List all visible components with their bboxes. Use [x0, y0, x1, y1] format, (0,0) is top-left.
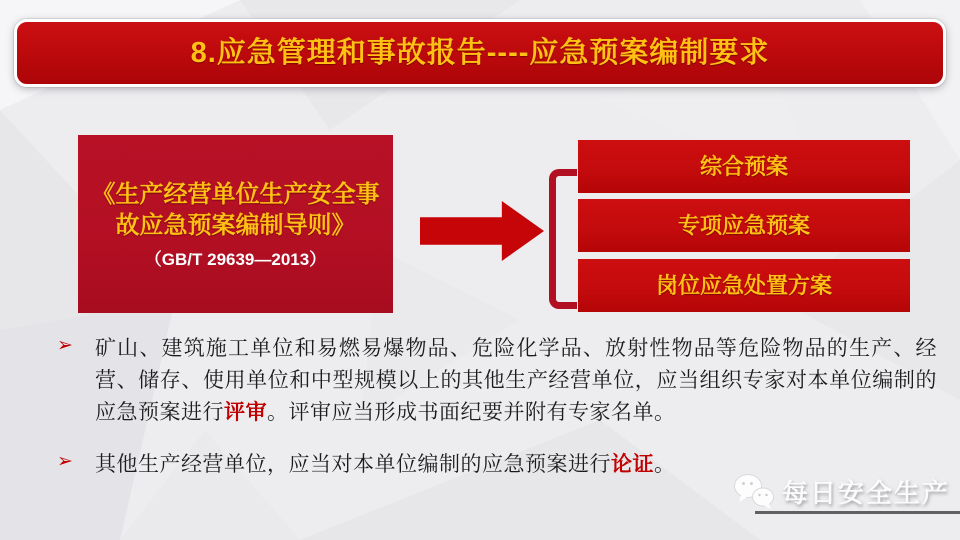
bullet-arrow-icon: ➢	[57, 451, 73, 472]
watermark	[733, 472, 950, 510]
body-text: 矿山、建筑施工单位和易燃易爆物品、危险化学品、放射性物品等危险物品的生产、经营、储存、使用单位和中型规模以上的其他生产经营单位，应当组织专家对本单位编制的应急预案进行	[95, 337, 937, 424]
grouping-bracket	[549, 169, 577, 309]
body-text: 。	[654, 453, 676, 476]
bullet-item-review	[55, 333, 940, 429]
plan-box-onsite-disposal: 岗位应急处置方案	[578, 259, 910, 312]
standard-document-box	[78, 135, 393, 313]
bullet-text	[95, 333, 937, 429]
wechat-icon	[733, 472, 775, 510]
emphasis-text: 论证	[611, 453, 654, 476]
title-banner	[14, 19, 946, 87]
standard-title: 《生产经营单位生产安全事故应急预案编制导则》	[91, 180, 380, 239]
body-text: 其他生产经营单位，应当对本单位编制的应急预案进行	[95, 453, 611, 476]
watermark-underline	[755, 511, 960, 514]
plan-box-comprehensive: 综合预案	[578, 140, 910, 193]
emphasis-text: 评审	[224, 401, 267, 424]
bullet-arrow-icon: ➢	[57, 335, 73, 356]
standard-code: （GB/T 29639—2013）	[144, 249, 327, 269]
body-text: 。评审应当形成书面纪要并附有专家名单。	[267, 401, 676, 424]
plan-box-special: 专项应急预案	[578, 199, 910, 252]
slide-title: 8.应急管理和事故报告----应急预案编制要求	[190, 37, 770, 69]
watermark-text: 每日安全生产	[782, 477, 951, 508]
